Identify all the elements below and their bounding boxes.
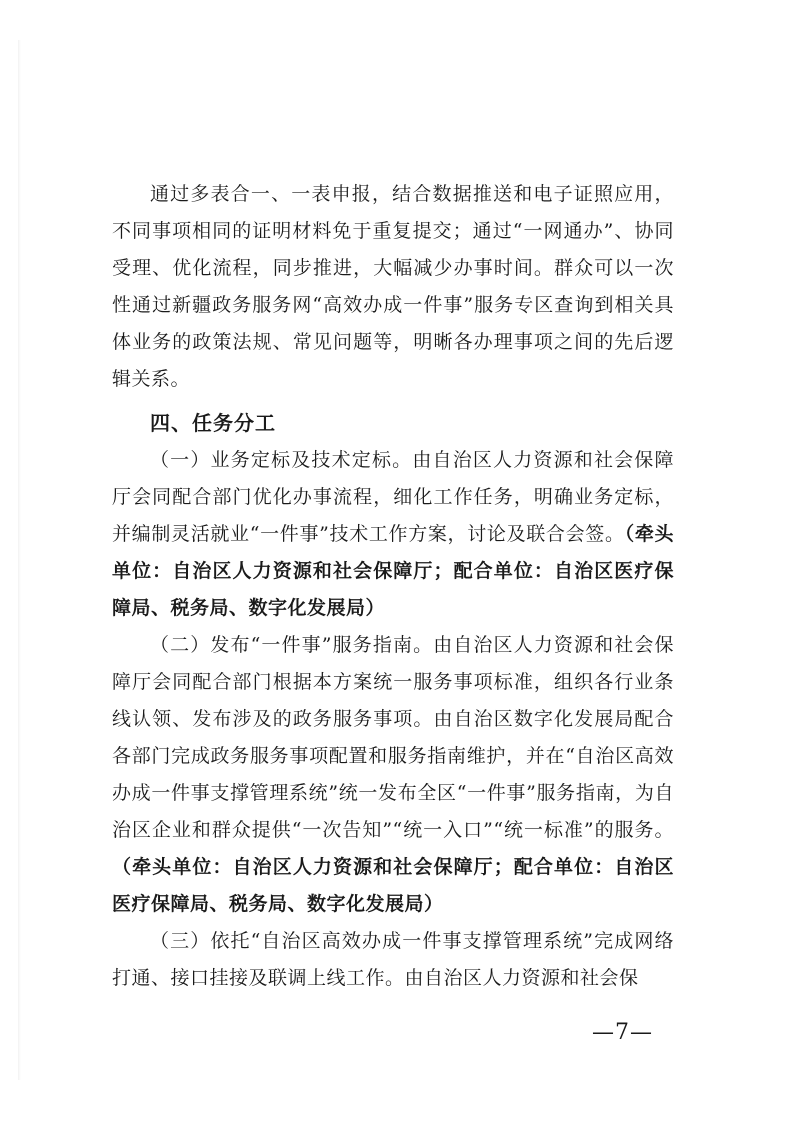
- scan-edge-shadow: [18, 40, 21, 1080]
- section-heading: 四、任务分工: [150, 411, 276, 435]
- task-item-3-text: （三）依托“自治区高效办成一件事支撑管理系统”完成网络打通、接口挂接及联调上线工作。由自治区人力资源和社会保: [112, 930, 674, 989]
- task-item-1-text: （一）业务定标及技术定标。由自治区人力资源和社会保障厅会同配合部门优化办事流程，细化工作任务，明确业务定标，并编制灵活就业“一件事”技术工作方案，讨论及联合会签。: [112, 449, 674, 545]
- page-number: —7—: [592, 1020, 653, 1045]
- task-item-1: [112, 442, 674, 627]
- document-body: [112, 176, 674, 997]
- task-item-3: [112, 923, 674, 997]
- task-item-1-units: （牵头单位：自治区人力资源和社会保障厅；配合单位：自治区医疗保障局、税务局、数字化发展局）: [112, 523, 674, 619]
- task-item-2: [112, 627, 674, 923]
- task-item-2-text: （二）发布“一件事”服务指南。由自治区人力资源和社会保障厅会同配合部门根据本方案统一服务事项标准，组织各行业条线认领、发布涉及的政务服务事项。由自治区数字化发展局配合各部门完成政务服务事项配置和服务指南维护，并在“自治区高效办成一件事支撑管理系统”统一发布全区“一件事”服务指南，为自治区企业和群众提供“一次告知”“统一入口”“统一标准”的服务。: [112, 634, 674, 841]
- paragraph-1: 通过多表合一、一表申报，结合数据推送和电子证照应用，不同事项相同的证明材料免于重复提交；通过“一网通办”、协同受理、优化流程，同步推进，大幅减少办事时间。群众可以一次性通过新疆政务服务网“高效办成一件事”服务专区查询到相关具体业务的政策法规、常见问题等，明晰各办理事项之间的先后逻辑关系。: [112, 183, 674, 390]
- task-item-2-units: （牵头单位：自治区人力资源和社会保障厅；配合单位：自治区医疗保障局、税务局、数字化发展局）: [112, 856, 674, 915]
